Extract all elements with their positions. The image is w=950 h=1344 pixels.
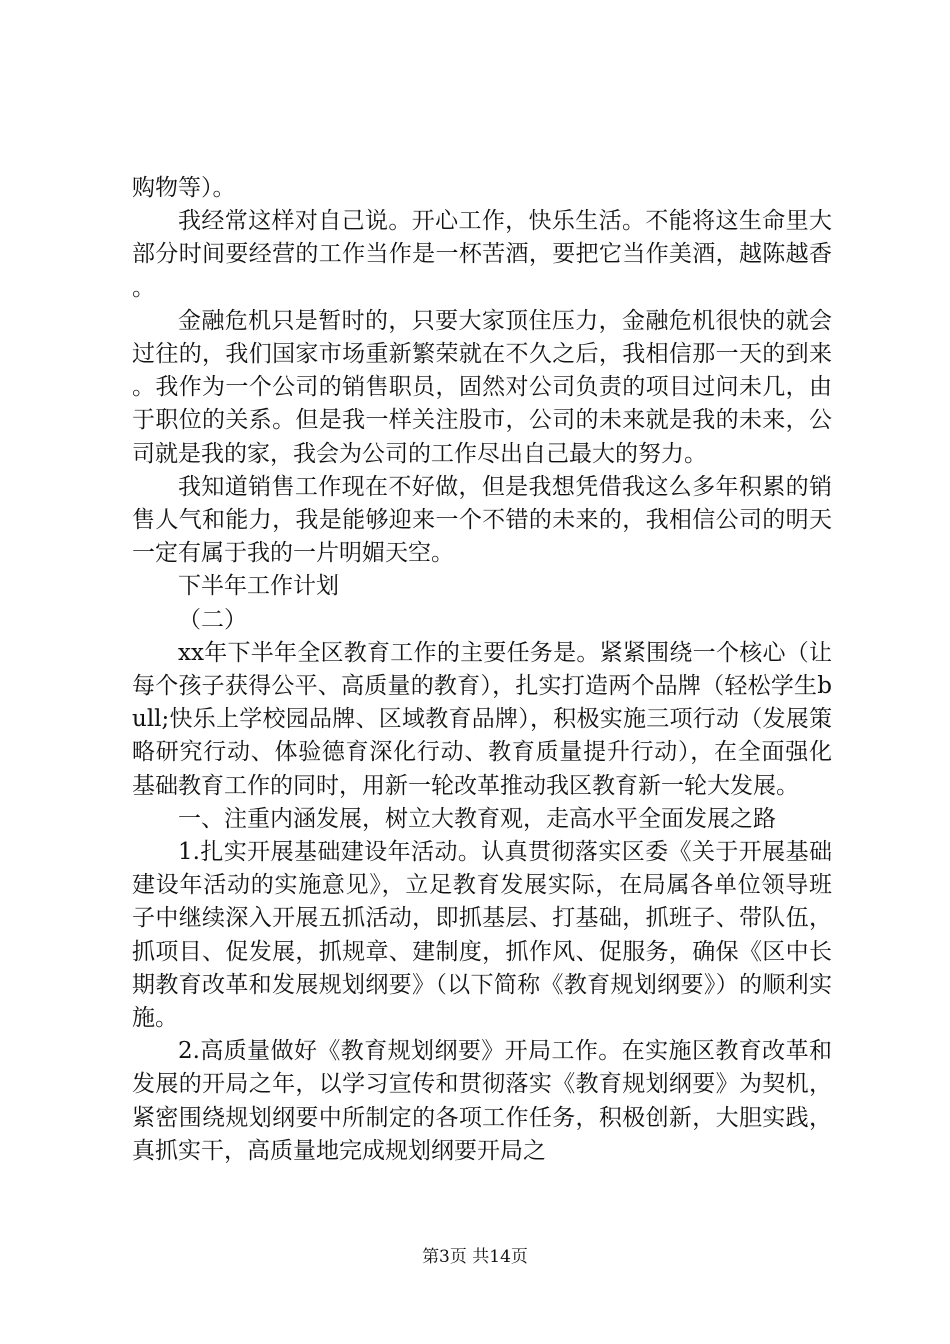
page-footer: 第3页 共14页 — [422, 1247, 528, 1267]
section-number: （二） — [178, 606, 247, 633]
subsection-heading: 一、注重内涵发展，树立大教育观，走高水平全面发展之路 — [178, 805, 776, 832]
section-heading: 下半年工作计划 — [178, 573, 339, 600]
paragraph-4: 我知道销售工作现在不好做，但是我想凭借我这么多年积累的销售人气和能力，我是能够迎来一个不错的未来的，我相信公司的明天一定有属于我的一片明媚天空。 — [132, 473, 832, 567]
paragraph-3: 金融危机只是暂时的，只要大家顶住压力，金融危机很快的就会过往的，我们国家市场重新繁荣就在不久之后，我相信那一天的到来。我作为一个公司的销售职员，固然对公司负责的项目过问未几，由于职位的关系。但是我一样关注股市，公司的未来就是我的未来，公司就是我的家，我会为公司的工作尽出自己最大的努力。 — [132, 307, 832, 467]
paragraph-7: xx年下半年全区教育工作的主要任务是。紧紧围绕一个核心（让每个孩子获得公平、高质量的教育），扎实打造两个品牌（轻松学生bull;快乐上学校园品牌、区域教育品牌），积极实施三项行动（发展策略研究行动、体验德育深化行动、教育质量提升行动），在全面强化基础教育工作的同时，用新一轮改革推动我区教育新一轮大发展。 — [132, 639, 832, 799]
paragraph-10: 2.高质量做好《教育规划纲要》开局工作。在实施区教育改革和发展的开局之年，以学习宣传和贯彻落实《教育规划纲要》为契机，紧密围绕规划纲要中所制定的各项工作任务，积极创新，大胆实践，真抓实干，高质量地完成规划纲要开局之 — [132, 1038, 832, 1164]
paragraph-9: 1.扎实开展基础建设年活动。认真贯彻落实区委《关于开展基础建设年活动的实施意见》，立足教育发展实际，在局属各单位领导班子中继续深入开展五抓活动，即抓基层、打基础，抓班子、带队伍，抓项目、促发展，抓规章、建制度，抓作风、促服务，确保《区中长期教育改革和发展规划纲要》（以下简称《教育规划纲要》）的顺利实施。 — [132, 839, 832, 1032]
paragraph-2: 我经常这样对自己说。开心工作，快乐生活。不能将这生命里大部分时间要经营的工作当作是一杯苦酒，要把它当作美酒，越陈越香。 — [132, 208, 832, 301]
document-body — [132, 172, 832, 1168]
paragraph-1: 购物等）。 — [132, 175, 236, 201]
